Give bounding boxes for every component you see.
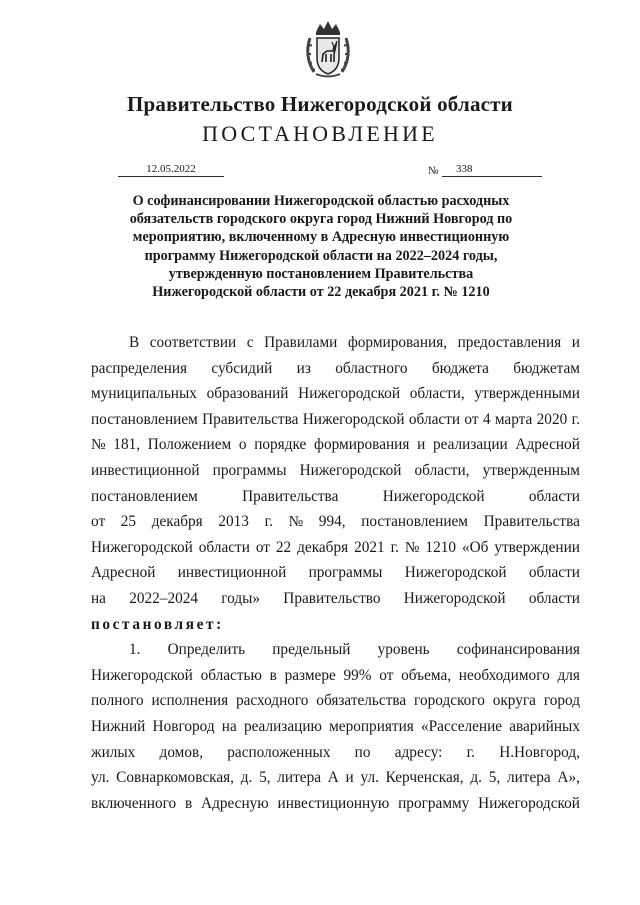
body-word: город [543,692,580,710]
body-word: бюджетам [513,359,580,377]
document-date: 12.05.2022 [118,163,224,177]
body-word: Нижегородской [91,538,193,556]
body-word: Правительства [483,513,580,531]
body-word: Нижегородской [382,487,485,505]
body-word: софинансирования [456,641,580,659]
body-word: объема, [401,666,452,684]
body-word: реализацию [243,717,322,735]
body-word: 25 [120,513,137,531]
body-word: 5, [488,769,501,787]
body-word: Определить [167,641,246,659]
body-word: литера [277,769,322,787]
body-word: области [528,564,580,582]
body-word: декабря [151,513,203,531]
body-word: д. [240,769,253,787]
body-word: включенного [91,794,177,812]
body-word: областью [200,666,262,684]
body-word: «Об [461,538,489,556]
body-word: и [571,334,580,351]
body-word: формирования, [347,334,448,351]
body-line [91,637,580,663]
body-word: Керченская, [385,769,464,787]
body-word: инвестиционной [177,564,287,582]
body-word: бюджета [431,359,489,377]
body-word: 5, [259,769,271,787]
body-word: предоставления [457,334,562,351]
body-word: размере [284,666,336,684]
body-word: исполнения [151,692,229,710]
body-word: из [296,359,311,377]
body-word: 2022–2024 [129,589,199,607]
body-line [91,791,580,817]
body-line [91,458,580,484]
body-word: № [404,538,420,556]
body-word: субсидий [211,359,273,377]
body-word: Совнаркомовская, [116,769,234,787]
body-word: Правительства [242,487,339,505]
body-word: области [528,487,580,505]
body-word: порядке [254,436,307,454]
body-word: Нижегородской [91,666,193,684]
body-line [91,356,580,382]
body-word: с [246,334,254,351]
body-word: инвестиционной [91,461,200,479]
heading-line: программу Нижегородской области на 2022–2024 годы, [144,247,498,264]
body-word: образований [206,385,289,403]
body-word: в [184,794,193,812]
body-line [91,484,580,510]
body-line [91,407,580,433]
body-word: на [221,717,237,735]
body-word: 994, [318,513,346,531]
body-word: домов, [159,743,204,761]
body-word: Адресную [201,794,269,812]
body-word: утвержденным [482,461,580,479]
body-word: д. [470,769,482,787]
body-word: 1210 [425,538,457,556]
body-word: для [557,666,580,684]
body-word: расположенных [227,743,331,761]
body-word: области [198,538,250,556]
body-line [91,688,580,714]
body-word: и [417,436,426,454]
heading-line: утвержденную постановлением Правительства [168,265,474,282]
body-word: литера [506,769,551,787]
body-word: Нижегородской [403,589,506,607]
body-line [91,765,580,791]
body-word: Правительство [283,589,381,607]
body-word: необходимого [458,666,550,684]
heading-line: мероприятию, включенному в Адресную инвестиционную [132,229,510,246]
body-word: распределения [91,359,188,377]
body-word: Правилами [264,334,338,351]
body-word: соответствии [149,334,237,351]
body-word: «Расселение [421,717,503,735]
body-line [91,432,580,458]
body-word: постановляет: [91,615,224,633]
body-word: от [91,513,106,531]
body-word: Адресной [515,436,580,454]
body-word: 181, [113,436,141,454]
body-word: 2020 [536,410,568,428]
body-word: предельный [272,641,351,659]
body-word: 99% [343,666,372,684]
body-word: А», [557,769,580,787]
body-word: инвестиционную [277,794,390,812]
body-word: г. [571,410,580,428]
body-word: № [288,513,304,531]
body-word: округа [492,692,536,710]
body-word: области [528,589,580,607]
body-word: утвержденными [474,385,580,403]
body-line [91,509,580,535]
body-word: уровень [377,641,430,659]
body-word: областного [335,359,408,377]
body-word: постановлением [91,487,198,505]
body-line [91,740,580,766]
body-word: области [408,410,461,428]
body-line [91,381,580,407]
body-word: В [129,334,140,351]
document-number: 338 [442,163,542,177]
body-word: полного [91,692,144,710]
body-word: А [327,769,339,787]
body-line [91,535,580,561]
body-line [91,714,580,740]
body-word: области, [414,461,470,479]
organization-title: Правительство Нижегородской области [127,92,513,116]
body-word: аварийных [509,717,580,735]
body-word: ул. [360,769,379,787]
body-word: Правительства [202,410,299,428]
heading-line: Нижегородской области от 22 декабря 2021 г. № 1210 [152,284,490,301]
body-word: Нижегородской [299,461,402,479]
body-word: о [238,436,247,454]
body-word: расходного [235,692,309,710]
body-line [91,612,580,638]
body-word: от [379,666,394,684]
body-word: Адресной [91,564,156,582]
body-word: мероприятия [329,717,414,735]
body-word: г. [390,538,399,556]
body-line [91,663,580,689]
coat-of-arms-icon [302,18,354,80]
body-word: реализации [432,436,508,454]
heading-line: обязательств городского округа город Нижний Новгород по [129,211,513,228]
body-word: постановлением [361,513,468,531]
body-word: программы [212,461,287,479]
body-word: обязательства [316,692,407,710]
body-word: Новгород [152,717,215,735]
body-word: 2013 [218,513,249,531]
body-word: программу [398,794,470,812]
body-line [91,560,580,586]
body-word: Нижегородской [478,794,580,812]
body-word: постановлением [91,410,198,428]
body-word: адресу: [394,743,443,761]
body-word: городского [414,692,485,710]
body-line [91,330,580,356]
body-word: Н.Новгород, [499,743,580,761]
body-word: формирования [314,436,410,454]
body-line [91,586,580,612]
body-word: и [345,769,354,787]
body-word: Нижегородской [404,564,507,582]
body-word: г. [466,743,475,761]
body-word: муниципальных [91,385,197,403]
document-type: ПОСТАНОВЛЕНИЕ [202,121,438,146]
body-word: г. [264,513,273,531]
body-word: Нижегородской [298,385,401,403]
body-word: по [354,743,371,761]
body-word: Положением [147,436,232,454]
body-word: марта [494,410,533,428]
number-sign: № [428,165,439,177]
body-word: от [255,538,270,556]
body-word: 1. [129,641,141,659]
body-word: 4 [482,410,491,428]
heading-line: О софинансировании Нижегородской областью расходных [132,193,510,209]
document-body [91,330,580,816]
body-word: 2021 [354,538,385,556]
body-word: годы» [221,589,261,607]
body-word: 22 [275,538,292,556]
body-word: Нижегородской [302,410,405,428]
body-word: в [269,666,277,684]
body-word: программы [308,564,383,582]
body-word: утверждении [494,538,580,556]
body-word: ул. [91,769,110,787]
body-word: на [91,589,106,607]
body-word: № [91,436,106,454]
body-word: области, [409,385,465,403]
body-word: жилых [91,743,136,761]
body-word: Нижний [91,717,146,735]
document-heading [90,192,552,301]
body-word: от [464,410,479,428]
body-word: декабря [297,538,349,556]
